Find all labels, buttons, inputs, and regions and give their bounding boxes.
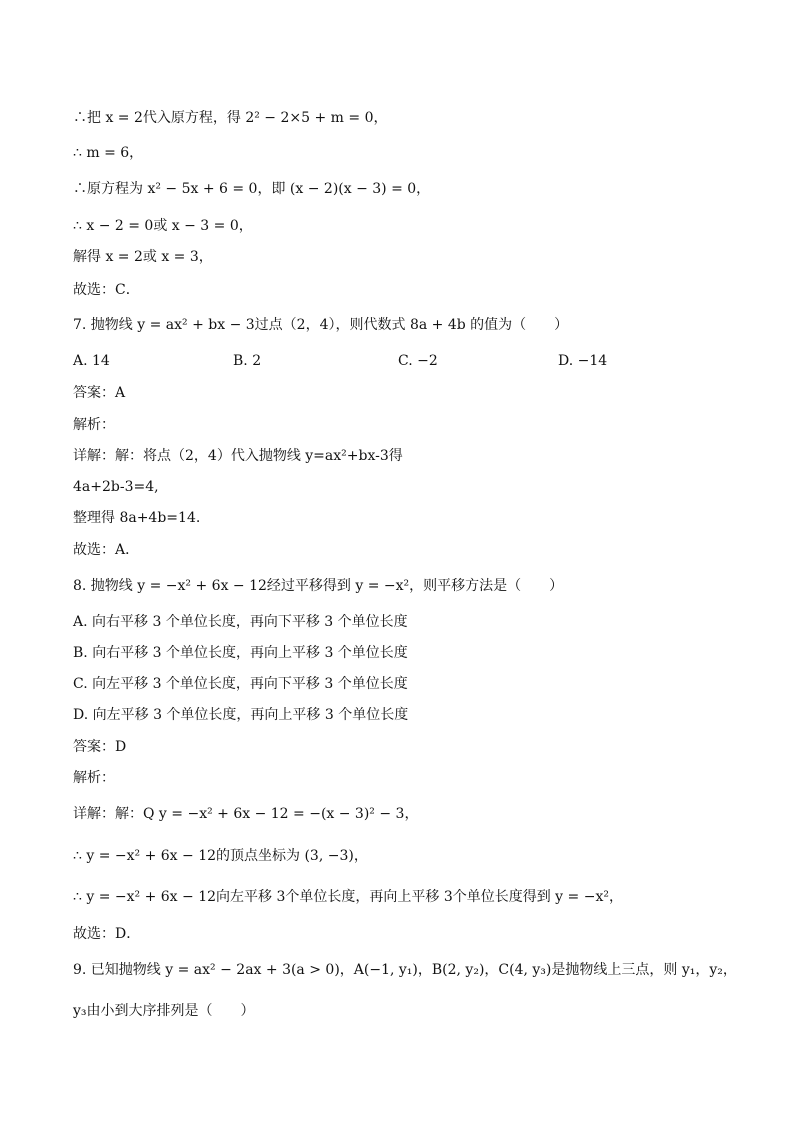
q7-option-c: C. −2: [398, 353, 438, 369]
text-line: ∴ m = 6，: [73, 145, 144, 161]
q8-option-c: C. 向左平移 3 个单位长度，再向下平移 3 个单位长度: [73, 676, 408, 692]
answer-label: 答案：D: [73, 739, 127, 755]
q7-option-d: D. −14: [558, 353, 608, 369]
text-line: 4a+2b-3=4,: [73, 479, 159, 495]
question-9: 9. 已知抛物线 y = ax² − 2ax + 3(a > 0)，A(−1, y₁)，B(2, y₂)，C(4, y₃)是抛物线上三点，则 y₁，y₂，: [73, 962, 737, 978]
analysis-label: 解析：: [73, 770, 115, 786]
text-line: ∴原方程为 x² − 5x + 6 = 0，即 (x − 2)(x − 3) = 0，: [73, 181, 431, 197]
q8-option-b: B. 向右平移 3 个单位长度，再向上平移 3 个单位长度: [73, 645, 408, 661]
text-line: ∴ y = −x² + 6x − 12向左平移 3个单位长度，再向上平移 3个单位长度得到 y = −x²，: [73, 889, 623, 905]
text-line: 故选：C．: [73, 282, 140, 298]
q7-option-a: A. 14: [73, 353, 110, 369]
text-line: 详解：解：Q y = −x² + 6x − 12 = −(x − 3)² − 3，: [73, 806, 419, 822]
question-7: 7. 抛物线 y = ax² + bx − 3过点（2，4），则代数式 8a + 4b 的值为（ ）: [73, 317, 569, 333]
answer-label: 答案：A: [73, 385, 126, 401]
text-line: y₃由小到大序排列是（ ）: [73, 1003, 255, 1019]
text-line: 解得 x = 2或 x = 3，: [73, 249, 213, 265]
text-line: ∴ y = −x² + 6x − 12的顶点坐标为 (3, −3)，: [73, 848, 368, 864]
q8-option-d: D. 向左平移 3 个单位长度，再向上平移 3 个单位长度: [73, 707, 409, 723]
text-line: ∴把 x = 2代入原方程，得 2² − 2×5 + m = 0，: [73, 110, 388, 126]
text-line: 故选：D．: [73, 926, 141, 942]
q8-option-a: A. 向右平移 3 个单位长度，再向下平移 3 个单位长度: [73, 614, 408, 630]
text-line: 故选：A．: [73, 542, 140, 558]
text-line: 整理得 8a+4b=14.: [73, 510, 201, 526]
analysis-label: 解析：: [73, 417, 115, 433]
text-line: 详解：解：将点（2，4）代入抛物线 y=ax²+bx-3得: [73, 448, 403, 464]
text-line: ∴ x − 2 = 0或 x − 3 = 0，: [73, 218, 253, 234]
question-8: 8. 抛物线 y = −x² + 6x − 12经过平移得到 y = −x²，则平移方法是（ ）: [73, 578, 564, 594]
q7-option-b: B. 2: [233, 353, 262, 369]
